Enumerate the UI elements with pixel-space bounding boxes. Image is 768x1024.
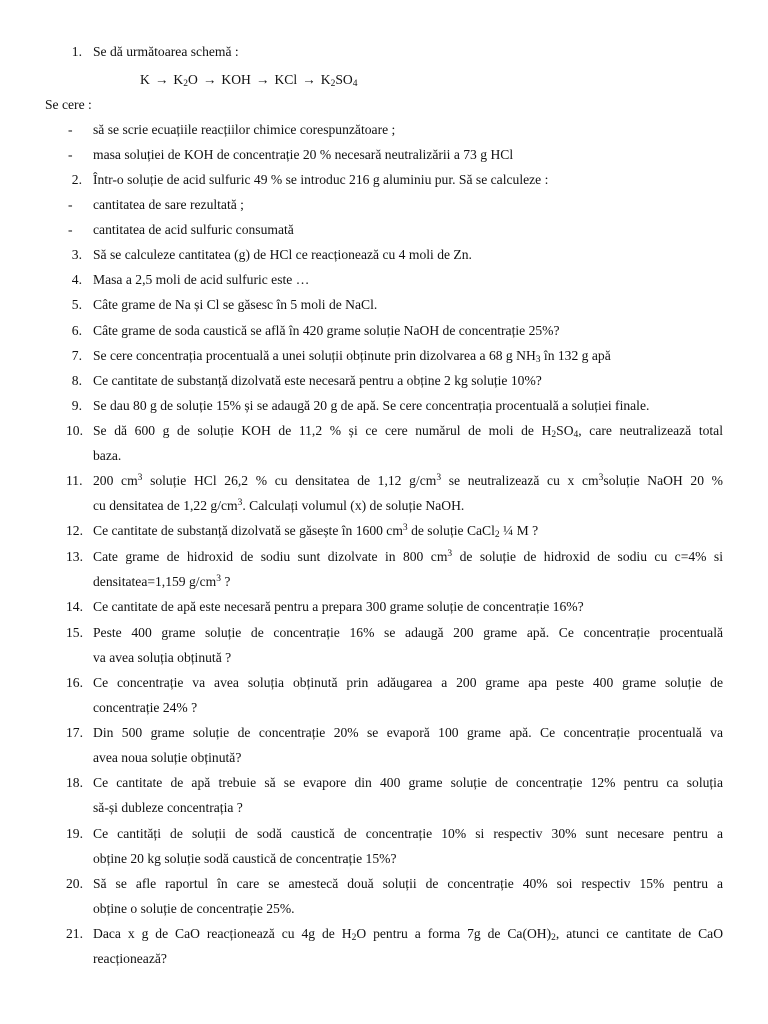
reaction-scheme: $K \to K_2O$ → KOH → KCl → $K_2SO_4$ [140, 72, 358, 89]
arrow-icon: → [255, 72, 270, 87]
arrow-icon: → [154, 72, 169, 87]
question-text: Ce cantitate de apă trebuie să se evapore din 400 grame soluție de concentrație 12% pentru ca soluția [93, 775, 723, 790]
question-text: reacționează? [93, 951, 167, 966]
question-text: Se dă următoarea schemă : [93, 44, 239, 59]
question-text: Se dă 600 g de soluție KOH de 11,2 % și ce cere numărul de moli de $H_2SO_4$, care neutralizează total [93, 423, 723, 440]
question-text: Ce cantitate de substanță dizolvată se găsește în 1600 $cm^3$ de soluție CaCl$_2$ ¼ M ? [93, 523, 539, 540]
list-item-text: să se scrie ecuațiile reacțiilor chimice corespunzătoare ; [93, 122, 396, 137]
question-number: 16. [66, 675, 83, 690]
question-text: Peste 400 grame soluție de concentrație 16% se adaugă 200 grame apă. Ce concentrație procentuală [93, 625, 723, 640]
question-number: 2. [71, 172, 82, 187]
question-text: Se dau 80 g de soluție 15% și se adaugă 20 g de apă. Se cere concentrația procentuală a soluției finale. [93, 398, 650, 413]
list-item-text: cantitatea de acid sulfuric consumată [93, 222, 294, 237]
question-text: Ce concentrație va avea soluția obținută prin adăugarea a 200 grame apa peste 400 grame soluție de [93, 675, 723, 690]
question-text: să-și dubleze concentrația ? [93, 800, 243, 815]
question-number: 12. [66, 523, 83, 538]
question-text: Se cere concentrația procentuală a unei soluții obținute prin dizolvarea a 68 g $NH_3$ în 132 g apă [93, 348, 611, 365]
question-number: 14. [66, 599, 83, 614]
question-text: densitatea=1,159 $g/cm^3$ ? [93, 574, 231, 589]
question-text: Să se afle raportul în care se amestecă două soluții de concentrație 40% soi respectiv 15% pentru a [93, 876, 723, 891]
question-number: 21. [66, 926, 83, 941]
question-number: 11. [66, 473, 83, 488]
question-text: Într-o soluție de acid sulfuric 49 % se introduc 216 g aluminiu pur. Să se calculeze : [93, 172, 549, 187]
question-text: Cate grame de hidroxid de sodiu sunt dizolvate in 800 $cm^3$ de soluție de hidroxid de sodiu cu c=4% si [93, 549, 723, 564]
question-text: Daca x g de CaO reacționează cu 4g de $H_2O$ pentru a forma 7g de $Ca(OH)_2$, atunci ce cantitate de CaO [93, 926, 724, 943]
list-item-text: cantitatea de sare rezultată ; [93, 197, 244, 212]
question-number: 5. [71, 297, 82, 312]
question-text: obține 20 kg soluție sodă caustică de concentrație 15%? [93, 851, 397, 866]
question-text: va avea soluția obținută ? [93, 650, 232, 665]
question-number: 20. [66, 876, 83, 891]
question-number: 3. [71, 247, 82, 262]
question-number: 9. [71, 398, 82, 413]
question-text: avea noua soluție obținută? [93, 750, 242, 765]
dash-bullet: - [68, 222, 73, 237]
question-number: 6. [71, 323, 82, 338]
question-text: obține o soluție de concentrație 25%. [93, 901, 295, 916]
question-number: 17. [66, 725, 83, 740]
question-number: 8. [71, 373, 82, 388]
question-text: Câte grame de Na și Cl se găsesc în 5 moli de NaCl. [93, 297, 378, 312]
question-number: 4. [71, 272, 82, 287]
question-number: 19. [66, 826, 83, 841]
dash-bullet: - [68, 122, 73, 137]
question-text: Să se calculeze cantitatea (g) de HCl ce reacționează cu 4 moli de Zn. [93, 247, 472, 262]
dash-bullet: - [68, 147, 73, 162]
list-item-text: masa soluției de KOH de concentrație 20 % necesară neutralizării a 73 g HCl [93, 147, 514, 162]
question-text: Ce cantitate de apă este necesară pentru a prepara 300 grame soluție de concentrație 16%? [93, 599, 584, 614]
question-text: baza. [93, 448, 122, 463]
question-number: 7. [71, 348, 82, 363]
question-text: Ce cantități de soluții de sodă caustică de concentrație 10% si respectiv 30% sunt necesare pentru a [93, 826, 723, 841]
question-number: 10. [66, 423, 83, 438]
question-number: 13. [66, 549, 83, 564]
arrow-icon: → [302, 72, 316, 87]
question-text: 200 $cm^3$ soluție HCl 26,2 % cu densitatea de 1,12 $g/cm^3$ se neutralizează cu x $cm^3soluție$ NaOH 20 % [93, 473, 723, 488]
question-text: Masa a 2,5 moli de acid sulfuric este … [93, 272, 310, 287]
arrow-icon: → [202, 72, 217, 87]
question-text: cu densitatea de 1,22 $g/cm^3$. Calculați volumul (x) de soluție NaOH. [93, 498, 465, 513]
question-text: Ce cantitate de substanță dizolvată este necesară pentru a obține 2 kg soluție 10%? [93, 373, 542, 388]
dash-bullet: - [68, 197, 73, 212]
question-number: 18. [66, 775, 83, 790]
question-number: 1. [71, 44, 82, 59]
se-cere-label: Se cere : [45, 97, 92, 112]
question-text: concentrație 24% ? [93, 700, 198, 715]
question-text: Câte grame de soda caustică se află în 420 grame soluție NaOH de concentrație 25%? [93, 323, 560, 338]
question-text: Din 500 grame soluție de concentrație 20% se evaporă 100 grame apă. Ce concentrație procentuală va [93, 725, 723, 740]
question-number: 15. [66, 625, 83, 640]
